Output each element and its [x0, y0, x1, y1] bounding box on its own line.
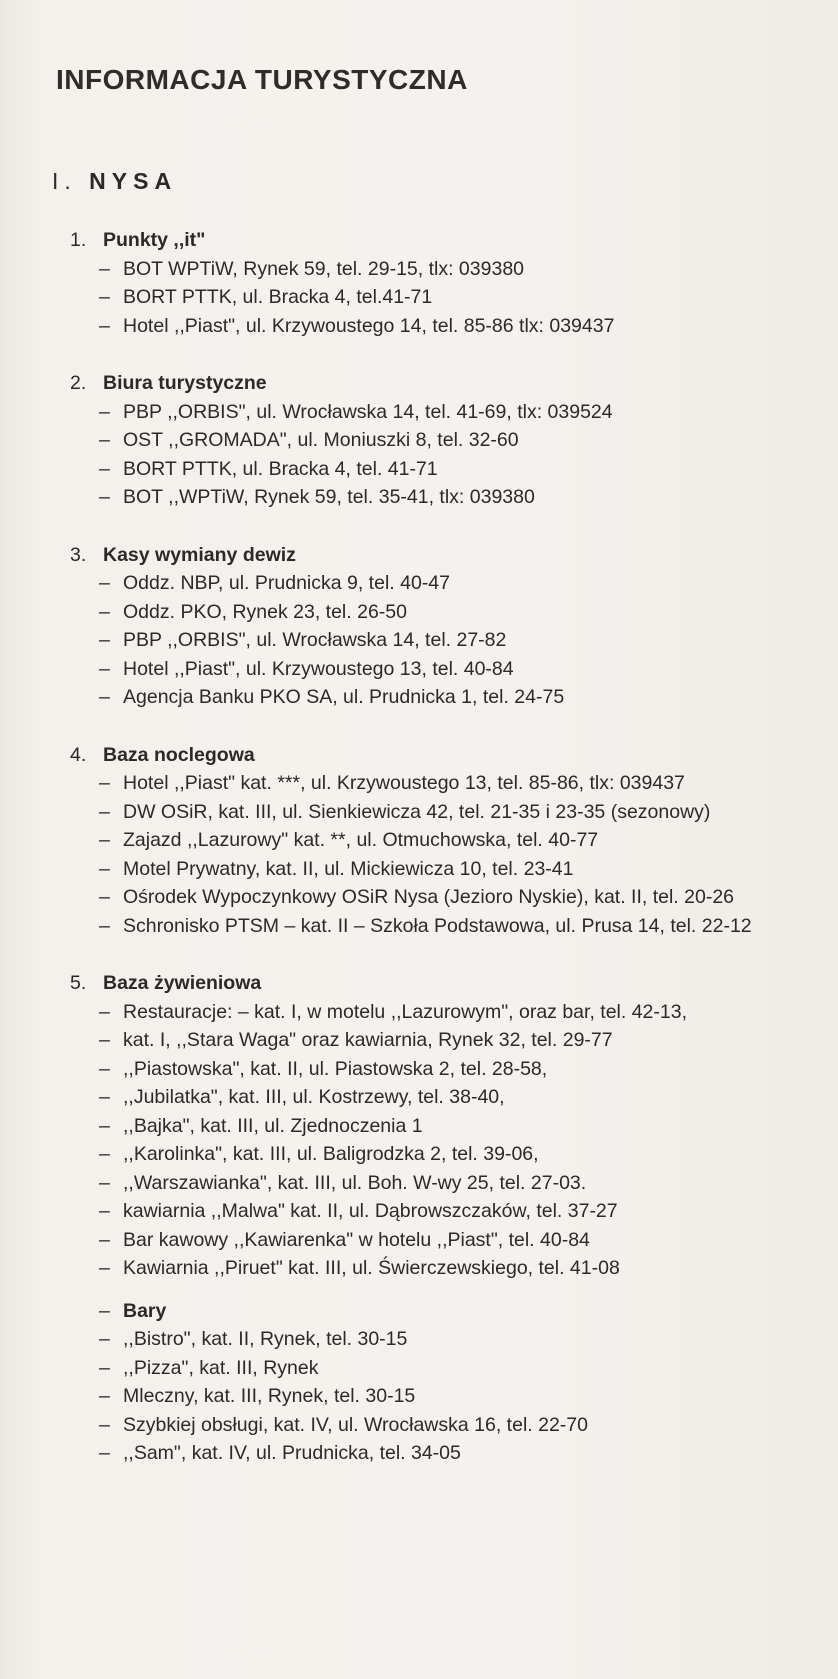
bullet-dash: – — [99, 1299, 110, 1322]
subsection — [70, 1297, 776, 1468]
bullet-dash: – — [99, 457, 110, 480]
list-item-text: ,,Pizza", kat. III, Rynek — [123, 1356, 319, 1379]
sections-list — [70, 226, 776, 1497]
list-item-text: Restauracje: – kat. I, w motelu ,,Lazurowym", oraz bar, tel. 42-13, — [123, 1000, 688, 1023]
list-item — [99, 1083, 776, 1112]
list-item — [99, 283, 776, 312]
bullet-dash: – — [99, 800, 110, 823]
bullet-dash: – — [99, 1356, 110, 1379]
list-item — [99, 626, 776, 655]
section-heading — [70, 369, 776, 398]
section-number: 3. — [70, 543, 87, 566]
subsection-heading — [70, 1297, 776, 1326]
bullet-dash: – — [99, 1385, 110, 1407]
bullet-dash: – — [99, 1257, 110, 1279]
list-item — [99, 998, 776, 1027]
section-1 — [70, 226, 776, 340]
item-list — [70, 569, 776, 712]
list-item — [99, 426, 776, 455]
list-item — [99, 1254, 776, 1283]
city-heading — [52, 168, 177, 195]
list-item-text: Hotel ,,Piast", ul. Krzywoustego 13, tel. 40-84 — [123, 657, 514, 680]
list-item — [99, 1354, 776, 1383]
list-item — [99, 1140, 776, 1169]
bullet-dash: – — [99, 886, 110, 908]
list-item-text: ,,Bajka", kat. III, ul. Zjednoczenia 1 — [123, 1114, 423, 1137]
bullet-dash: – — [99, 686, 110, 708]
page-title: INFORMACJA TURYSTYCZNA — [56, 64, 468, 95]
bullet-dash: – — [99, 1114, 110, 1137]
list-item-text: ,,Piastowska", kat. II, ul. Piastowska 2, tel. 28-58, — [123, 1057, 548, 1080]
list-item-text: kat. I, ,,Stara Waga" oraz kawiarnia, Rynek 32, tel. 29-77 — [123, 1029, 613, 1051]
list-item — [99, 1197, 776, 1226]
section-heading — [70, 969, 776, 998]
list-item-text: Hotel ,,Piast" kat. ***, ul. Krzywoustego 13, tel. 85-86, tlx: 039437 — [123, 772, 685, 794]
list-item — [99, 598, 776, 627]
list-item-text: Schronisko PTSM – kat. II – Szkoła Podstawowa, ul. Prusa 14, tel. 22-12 — [123, 914, 752, 937]
city-number: I. — [52, 168, 77, 194]
list-item — [99, 455, 776, 484]
section-number: 2. — [70, 372, 87, 394]
list-item — [99, 1382, 776, 1411]
list-item — [99, 769, 776, 798]
list-item-text: Motel Prywatny, kat. II, ul. Mickiewicza 10, tel. 23-41 — [123, 857, 574, 880]
list-item — [99, 312, 776, 341]
list-item — [99, 1226, 776, 1255]
list-item — [99, 883, 776, 912]
section-5 — [70, 969, 776, 1468]
list-item-text: ,,Jubilatka", kat. III, ul. Kostrzewy, tel. 38-40, — [123, 1086, 505, 1108]
list-item — [99, 655, 776, 684]
section-title: Punkty ,,it" — [103, 229, 206, 251]
bullet-dash: – — [99, 914, 110, 937]
list-item-text: Oddz. NBP, ul. Prudnicka 9, tel. 40-47 — [123, 572, 450, 594]
bullet-dash: – — [99, 1143, 110, 1165]
list-item-text: Kawiarnia ,,Piruet" kat. III, ul. Świerczewskiego, tel. 41-08 — [123, 1257, 620, 1279]
list-item — [99, 569, 776, 598]
bullet-dash: – — [99, 429, 110, 451]
list-item — [99, 1325, 776, 1354]
item-list — [70, 255, 776, 341]
section-heading — [70, 541, 776, 570]
list-item — [99, 1112, 776, 1141]
section-title: Biura turystyczne — [103, 372, 267, 394]
bullet-dash: – — [99, 286, 110, 308]
bullet-dash: – — [99, 400, 110, 423]
list-item-text: BOT WPTiW, Rynek 59, tel. 29-15, tlx: 039380 — [123, 257, 525, 280]
list-item — [99, 912, 776, 941]
bullet-dash: – — [99, 572, 110, 594]
list-item — [99, 826, 776, 855]
bullet-dash: – — [99, 257, 110, 280]
list-item-text: Bar kawowy ,,Kawiarenka" w hotelu ,,Piast", tel. 40-84 — [123, 1228, 590, 1251]
list-item-text: PBP ,,ORBIS", ul. Wrocławska 14, tel. 27-82 — [123, 629, 507, 651]
bullet-dash: – — [99, 829, 110, 851]
list-item — [99, 1055, 776, 1084]
list-item-text: kawiarnia ,,Malwa" kat. II, ul. Dąbrowszczaków, tel. 37-27 — [123, 1200, 618, 1222]
list-item — [99, 1026, 776, 1055]
bullet-dash: – — [99, 1200, 110, 1222]
section-number: 4. — [70, 743, 87, 766]
city-name: NYSA — [89, 168, 178, 194]
list-item-text: Agencja Banku PKO SA, ul. Prudnicka 1, tel. 24-75 — [123, 686, 565, 708]
list-item-text: Mleczny, kat. III, Rynek, tel. 30-15 — [123, 1385, 416, 1407]
bullet-dash: – — [99, 1057, 110, 1080]
list-item — [99, 483, 776, 512]
list-item — [99, 683, 776, 712]
section-title: Baza noclegowa — [103, 743, 255, 766]
bullet-dash: – — [99, 1228, 110, 1251]
list-item-text: Szybkiej obsługi, kat. IV, ul. Wrocławska 16, tel. 22-70 — [123, 1413, 588, 1436]
subsection-heading-row — [99, 1297, 776, 1326]
section-3 — [70, 541, 776, 712]
bullet-dash: – — [99, 1413, 110, 1436]
bullet-dash: – — [99, 772, 110, 794]
list-item — [99, 855, 776, 884]
list-item-text: Hotel ,,Piast", ul. Krzywoustego 14, tel. 85-86 tlx: 039437 — [123, 314, 615, 337]
list-item-text: Ośrodek Wypoczynkowy OSiR Nysa (Jezioro Nyskie), kat. II, tel. 20-26 — [123, 886, 735, 908]
list-item-text: BORT PTTK, ul. Bracka 4, tel.41-71 — [123, 286, 433, 308]
bullet-dash: – — [99, 486, 110, 508]
section-title: Kasy wymiany dewiz — [103, 543, 296, 566]
list-item — [99, 1439, 776, 1468]
bullet-dash: – — [99, 314, 110, 337]
list-item-text: BOT ,,WPTiW, Rynek 59, tel. 35-41, tlx: 039380 — [123, 486, 535, 508]
section-number: 1. — [70, 229, 87, 251]
item-list — [70, 769, 776, 940]
section-2 — [70, 369, 776, 512]
section-number: 5. — [70, 972, 87, 994]
bullet-dash: – — [99, 857, 110, 880]
bullet-dash: – — [99, 1328, 110, 1350]
list-item-text: ,,Karolinka", kat. III, ul. Baligrodzka 2, tel. 39-06, — [123, 1143, 539, 1165]
bullet-dash: – — [99, 1000, 110, 1023]
bullet-dash: – — [99, 1171, 110, 1194]
list-item-text: OST ,,GROMADA", ul. Moniuszki 8, tel. 32-60 — [123, 429, 519, 451]
section-4 — [70, 741, 776, 941]
list-item — [99, 1411, 776, 1440]
list-item-text: PBP ,,ORBIS", ul. Wrocławska 14, tel. 41-69, tlx: 039524 — [123, 400, 613, 423]
list-item-text: ,,Bistro", kat. II, Rynek, tel. 30-15 — [123, 1328, 408, 1350]
bullet-dash: – — [99, 1442, 110, 1464]
list-item — [99, 798, 776, 827]
list-item-text: DW OSiR, kat. III, ul. Sienkiewicza 42, tel. 21-35 i 23-35 (sezonowy) — [123, 800, 711, 823]
list-item — [99, 1169, 776, 1198]
list-item — [99, 255, 776, 284]
bullet-dash: – — [99, 600, 110, 623]
section-heading — [70, 226, 776, 255]
list-item — [99, 398, 776, 427]
list-item-text: ,,Warszawianka", kat. III, ul. Boh. W-wy 25, tel. 27-03. — [123, 1171, 587, 1194]
item-list — [70, 998, 776, 1283]
section-title: Baza żywieniowa — [103, 972, 262, 994]
bullet-dash: – — [99, 1029, 110, 1051]
bullet-dash: – — [99, 1086, 110, 1108]
subsection-title: Bary — [123, 1299, 167, 1322]
list-item-text: BORT PTTK, ul. Bracka 4, tel. 41-71 — [123, 457, 438, 480]
list-item-text: ,,Sam", kat. IV, ul. Prudnicka, tel. 34-05 — [123, 1442, 461, 1464]
list-item-text: Zajazd ,,Lazurowy" kat. **, ul. Otmuchowska, tel. 40-77 — [123, 829, 599, 851]
section-heading — [70, 741, 776, 770]
list-item-text: Oddz. PKO, Rynek 23, tel. 26-50 — [123, 600, 407, 623]
item-list — [70, 398, 776, 512]
item-list — [70, 1325, 776, 1468]
bullet-dash: – — [99, 657, 110, 680]
bullet-dash: – — [99, 629, 110, 651]
